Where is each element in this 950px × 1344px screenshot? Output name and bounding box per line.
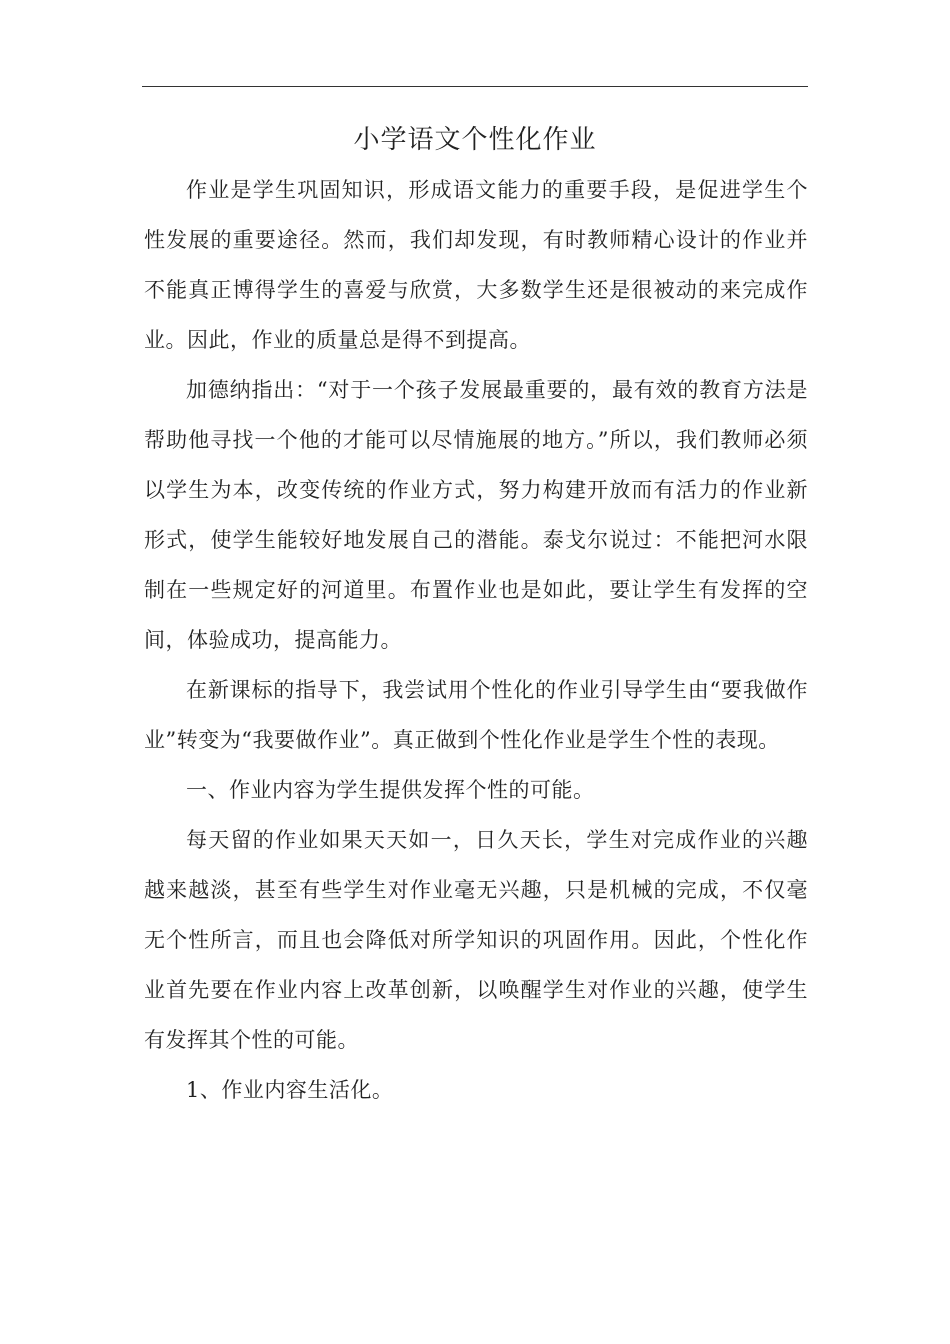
subsection-heading: 1、作业内容生活化。 [186,1078,394,1102]
section-heading: 一、作业内容为学生提供发挥个性的可能。 [186,778,595,802]
paragraph: 每天留的作业如果天天如一，日久天长，学生对完成作业的兴趣越来越淡，甚至有些学生对作业毫无兴趣，只是机械的完成，不仅毫无个性所言，而且也会降低对所学知识的巩固作用。因此，个性化作业首先要在作业内容上改革创新，以唤醒学生对作业的兴趣，使学生有发挥其个性的可能。 [144,828,808,1052]
paragraph: 加德纳指出：“对于一个孩子发展最重要的，最有效的教育方法是帮助他寻找一个他的才能可以尽情施展的地方。”所以，我们教师必须以学生为本，改变传统的作业方式，努力构建开放而有活力的作业新形式，使学生能较好地发展自己的潜能。泰戈尔说过：不能把河水限制在一些规定好的河道里。布置作业也是如此，要让学生有发挥的空间，体验成功，提高能力。 [144,378,808,652]
document-title: 小学语文个性化作业 [353,125,597,155]
paragraph: 在新课标的指导下，我尝试用个性化的作业引导学生由“要我做作业”转变为“我要做作业”。真正做到个性化作业是学生个性的表现。 [144,678,808,752]
document-body [144,165,808,1115]
header-rule [142,86,808,87]
paragraph: 作业是学生巩固知识，形成语文能力的重要手段，是促进学生个性发展的重要途径。然而，我们却发现，有时教师精心设计的作业并不能真正博得学生的喜爱与欣赏，大多数学生还是很被动的来完成作业。因此，作业的质量总是得不到提高。 [144,178,808,352]
